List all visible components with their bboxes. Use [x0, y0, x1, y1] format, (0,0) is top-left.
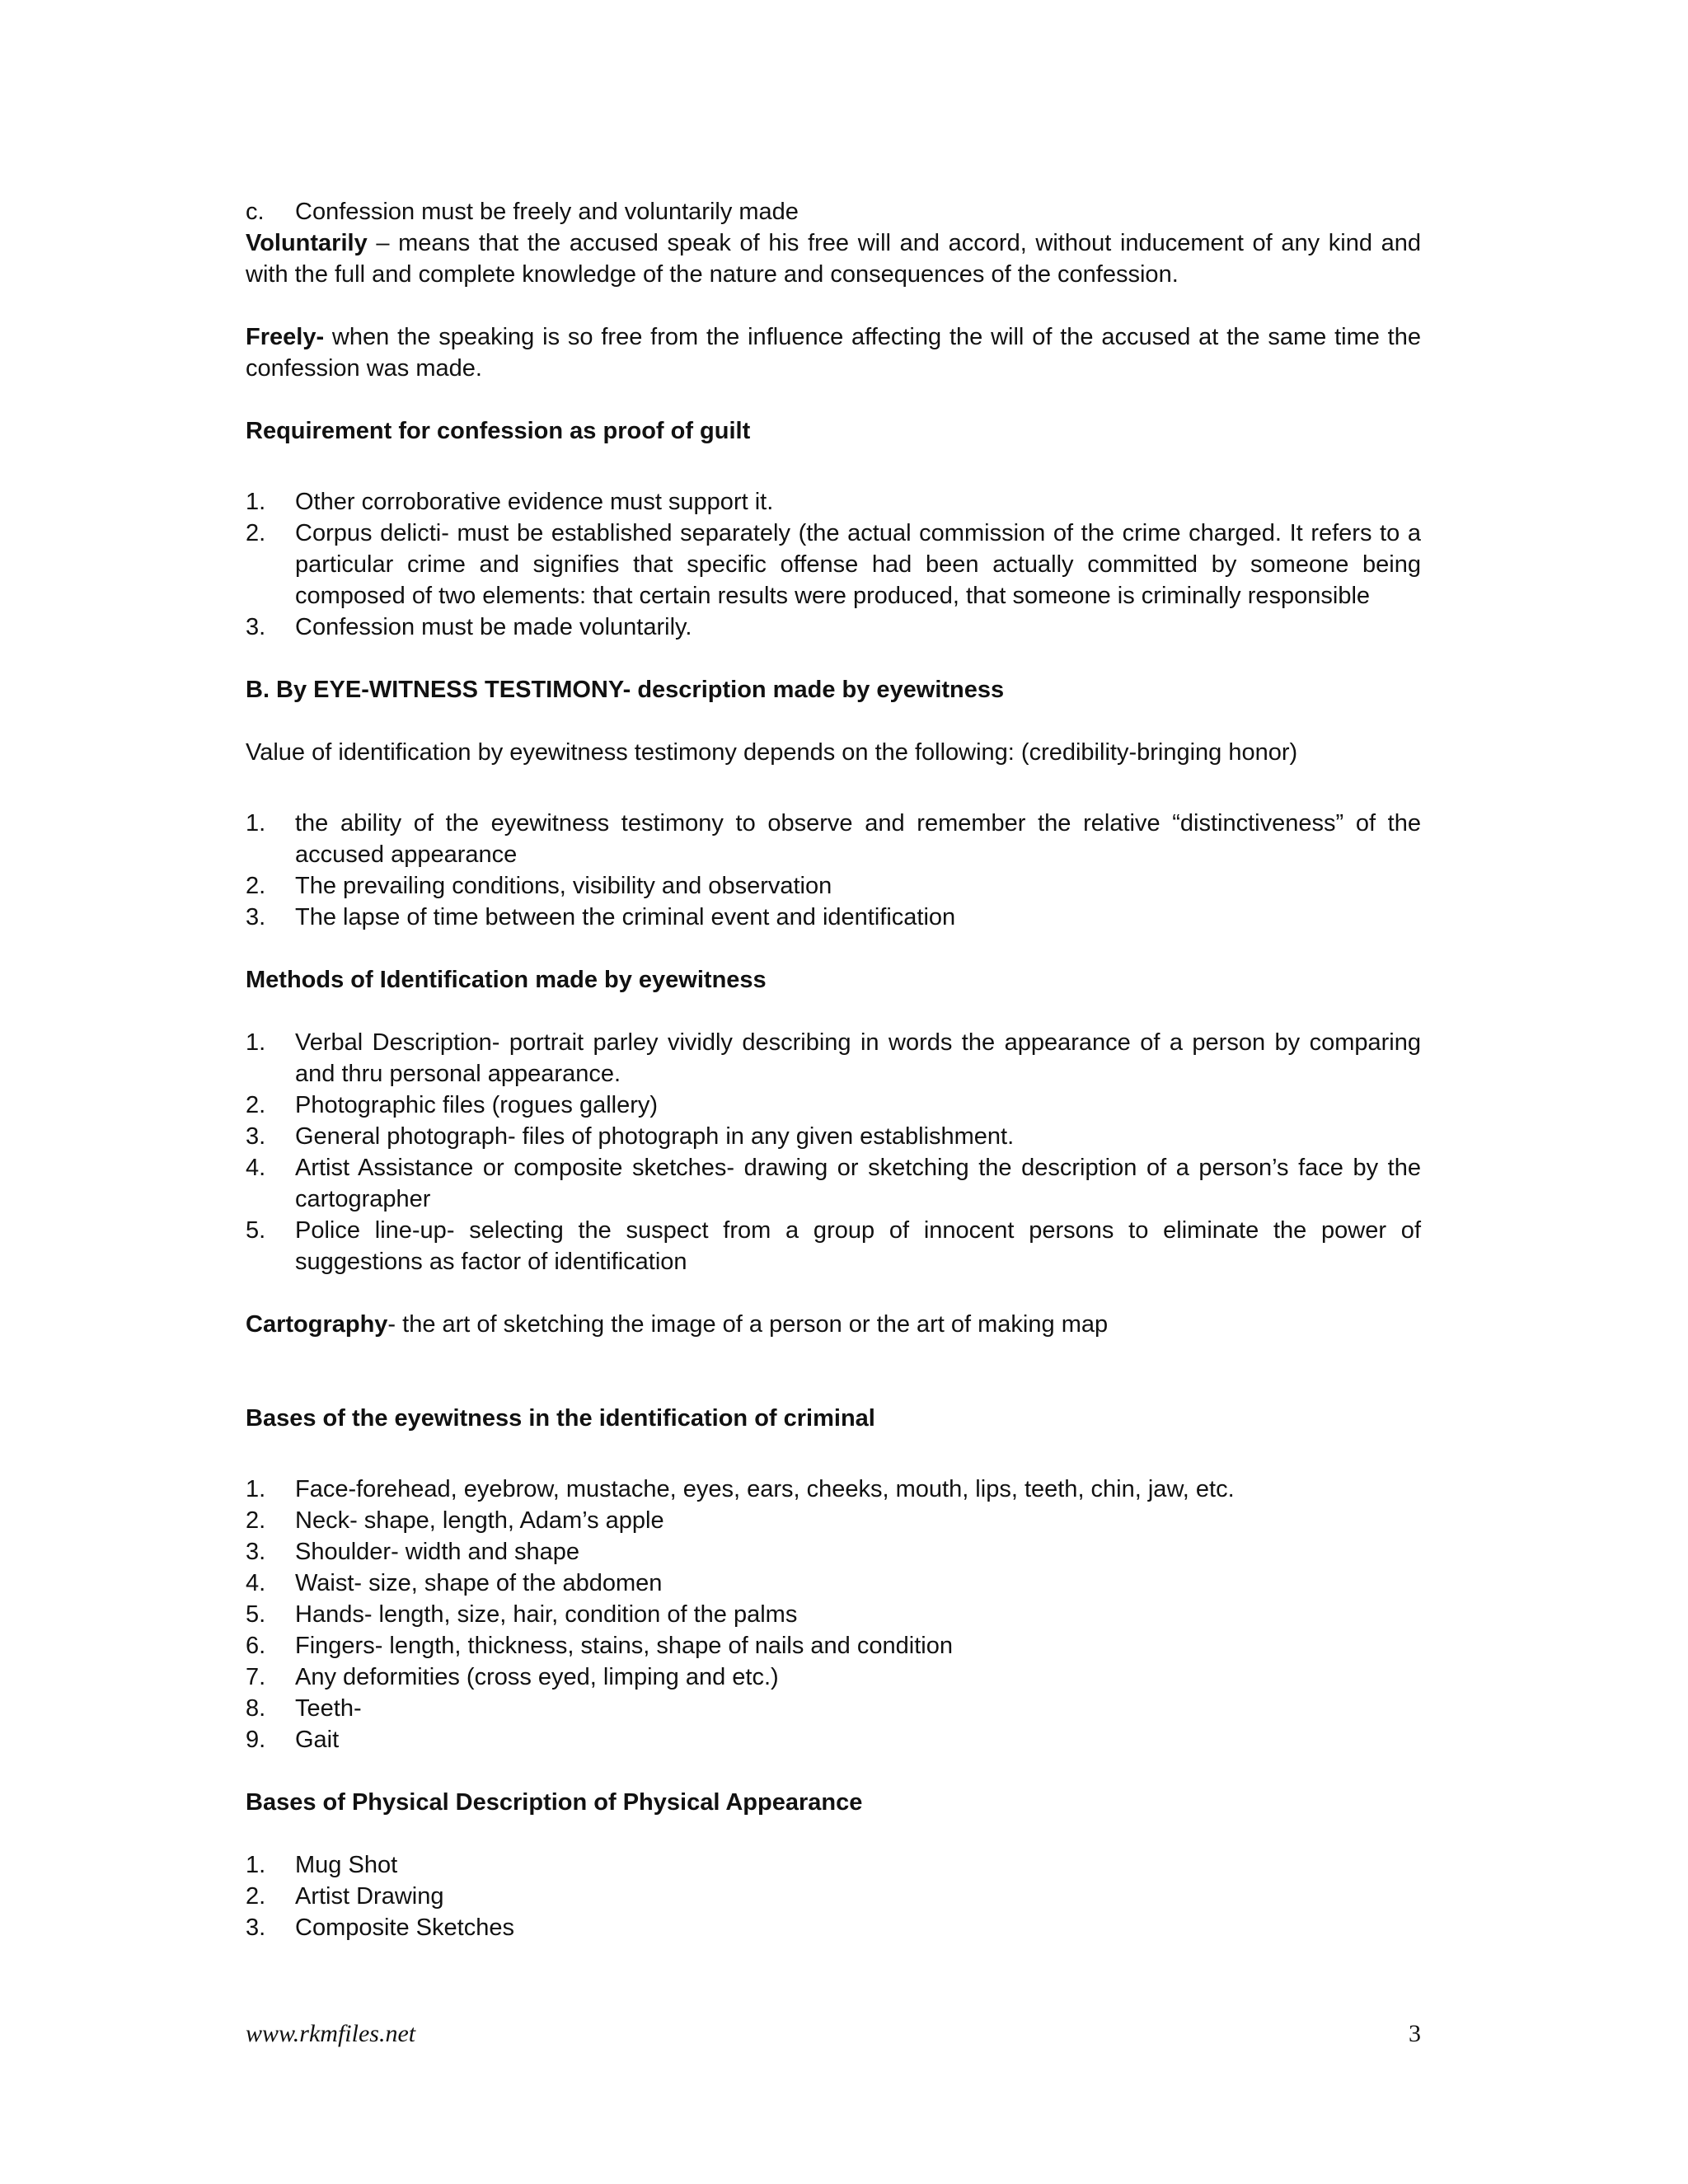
list-item [246, 1090, 1421, 1121]
list-number: 2. [246, 1092, 266, 1118]
list-item-text: General photograph- files of photograph in any given establishment. [295, 1123, 1015, 1150]
list-number: 7. [246, 1664, 266, 1690]
list-item-text: Other corroborative evidence must support it. [295, 489, 774, 515]
footer-url: www.rkmfiles.net [246, 2020, 416, 2047]
list-item-text: Artist Drawing [295, 1883, 444, 1910]
list-number: 2. [246, 520, 266, 546]
section-intro: Value of identification by eyewitness testimony depends on the following: (credibility-bringing honor) [246, 739, 1298, 766]
list-item [246, 1536, 1421, 1568]
list-item-text: Confession must be made voluntarily. [295, 614, 692, 640]
definition-text: – means that the accused speak of his free will and accord, without inducement of any kind and with the full and complete knowledge of the nature and consequences of the confession. [246, 230, 1421, 288]
list-item [246, 196, 1421, 227]
list-item [246, 808, 1421, 870]
list-item [246, 870, 1421, 902]
term: Cartography [246, 1311, 388, 1338]
list-item [246, 518, 1421, 612]
list-item [246, 1724, 1421, 1755]
list-item [246, 1121, 1421, 1152]
list-item-text: The lapse of time between the criminal event and identification [295, 904, 956, 930]
bases-criminal-list [246, 1474, 1421, 1755]
list-number: 1. [246, 489, 266, 515]
list-item-text: The prevailing conditions, visibility and observation [295, 873, 832, 899]
list-item [246, 612, 1421, 643]
page-number: 3 [1409, 2020, 1421, 2047]
list-item-text: Teeth- [295, 1695, 362, 1722]
list-item [246, 902, 1421, 933]
cartography-definition [246, 1309, 1421, 1340]
list-number: 3. [246, 1539, 266, 1565]
term: Voluntarily [246, 230, 368, 256]
page-content [246, 196, 1421, 1943]
list-item-text: Fingers- length, thickness, stains, shape of nails and condition [295, 1633, 953, 1659]
term: Freely- [246, 324, 325, 350]
list-number: 2. [246, 873, 266, 899]
list-item [246, 1693, 1421, 1724]
list-number: 1. [246, 1029, 266, 1056]
voluntarily-definition [246, 227, 1421, 290]
eyewitness-list [246, 808, 1421, 933]
section-heading: Bases of Physical Description of Physical Appearance [246, 1789, 863, 1816]
list-item-text: the ability of the eyewitness testimony to observe and remember the relative “distinctiveness” of the accused appearance [295, 810, 1421, 868]
list-number: 2. [246, 1883, 266, 1910]
section-heading: Requirement for confession as proof of guilt [246, 418, 751, 444]
section-heading: B. By EYE-WITNESS TESTIMONY- description made by eyewitness [246, 677, 1005, 703]
list-item-text: Verbal Description- portrait parley vividly describing in words the appearance of a person by comparing and thru personal appearance. [295, 1029, 1421, 1087]
list-item-text: Any deformities (cross eyed, limping and etc.) [295, 1664, 779, 1690]
list-item-text: Composite Sketches [295, 1915, 514, 1941]
list-marker: c. [246, 199, 265, 225]
list-number: 3. [246, 904, 266, 930]
definition-text: - the art of sketching the image of a person or the art of making map [387, 1311, 1109, 1338]
list-item [246, 1912, 1421, 1943]
list-number: 5. [246, 1217, 266, 1244]
list-item [246, 1568, 1421, 1599]
list-number: 8. [246, 1695, 266, 1722]
list-item-text: Confession must be freely and voluntarily made [295, 199, 799, 225]
list-item-text: Shoulder- width and shape [295, 1539, 580, 1565]
section-heading: Methods of Identification made by eyewitness [246, 967, 767, 993]
list-item [246, 1849, 1421, 1881]
list-number: 6. [246, 1633, 266, 1659]
list-number: 2. [246, 1507, 266, 1534]
list-number: 1. [246, 810, 266, 837]
list-number: 3. [246, 614, 266, 640]
list-number: 3. [246, 1915, 266, 1941]
list-number: 9. [246, 1727, 266, 1753]
list-item-text: Hands- length, size, hair, condition of the palms [295, 1601, 798, 1628]
list-item-text: Face-forehead, eyebrow, mustache, eyes, ears, cheeks, mouth, lips, teeth, chin, jaw, etc. [295, 1476, 1235, 1502]
list-item-text: Photographic files (rogues gallery) [295, 1092, 659, 1118]
definition-text: when the speaking is so free from the influence affecting the will of the accused at the same time the confession was made. [246, 324, 1421, 382]
page-footer [246, 2020, 1421, 2053]
section-heading: Bases of the eyewitness in the identification of criminal [246, 1405, 875, 1432]
list-item [246, 1215, 1421, 1277]
list-number: 5. [246, 1601, 266, 1628]
list-item-text: Police line-up- selecting the suspect from a group of innocent persons to eliminate the power of suggestions as factor of identification [295, 1217, 1421, 1275]
list-number: 3. [246, 1123, 266, 1150]
list-number: 1. [246, 1852, 266, 1878]
list-item-text: Waist- size, shape of the abdomen [295, 1570, 663, 1596]
list-item-text: Artist Assistance or composite sketches- drawing or sketching the description of a person’s face by the cartographer [295, 1155, 1421, 1212]
list-number: 4. [246, 1570, 266, 1596]
list-number: 4. [246, 1155, 266, 1181]
requirement-list [246, 486, 1421, 643]
list-item [246, 1027, 1421, 1090]
list-item [246, 1152, 1421, 1215]
list-item [246, 1474, 1421, 1505]
list-number: 1. [246, 1476, 266, 1502]
methods-list [246, 1027, 1421, 1277]
list-item [246, 1661, 1421, 1693]
freely-definition [246, 321, 1421, 384]
list-item [246, 1881, 1421, 1912]
list-item [246, 486, 1421, 518]
list-item-text: Gait [295, 1727, 340, 1753]
list-item-text: Corpus delicti- must be established separately (the actual commission of the crime charged. It refers to a particular crime and signifies that specific offense had been actually committed by someone being composed of two elements: that certain results were produced, that someone is criminally responsible [295, 520, 1421, 609]
list-item [246, 1505, 1421, 1536]
list-item [246, 1599, 1421, 1630]
list-item [246, 1630, 1421, 1661]
bases-physical-list [246, 1849, 1421, 1943]
list-item-text: Neck- shape, length, Adam’s apple [295, 1507, 664, 1534]
list-item-text: Mug Shot [295, 1852, 398, 1878]
